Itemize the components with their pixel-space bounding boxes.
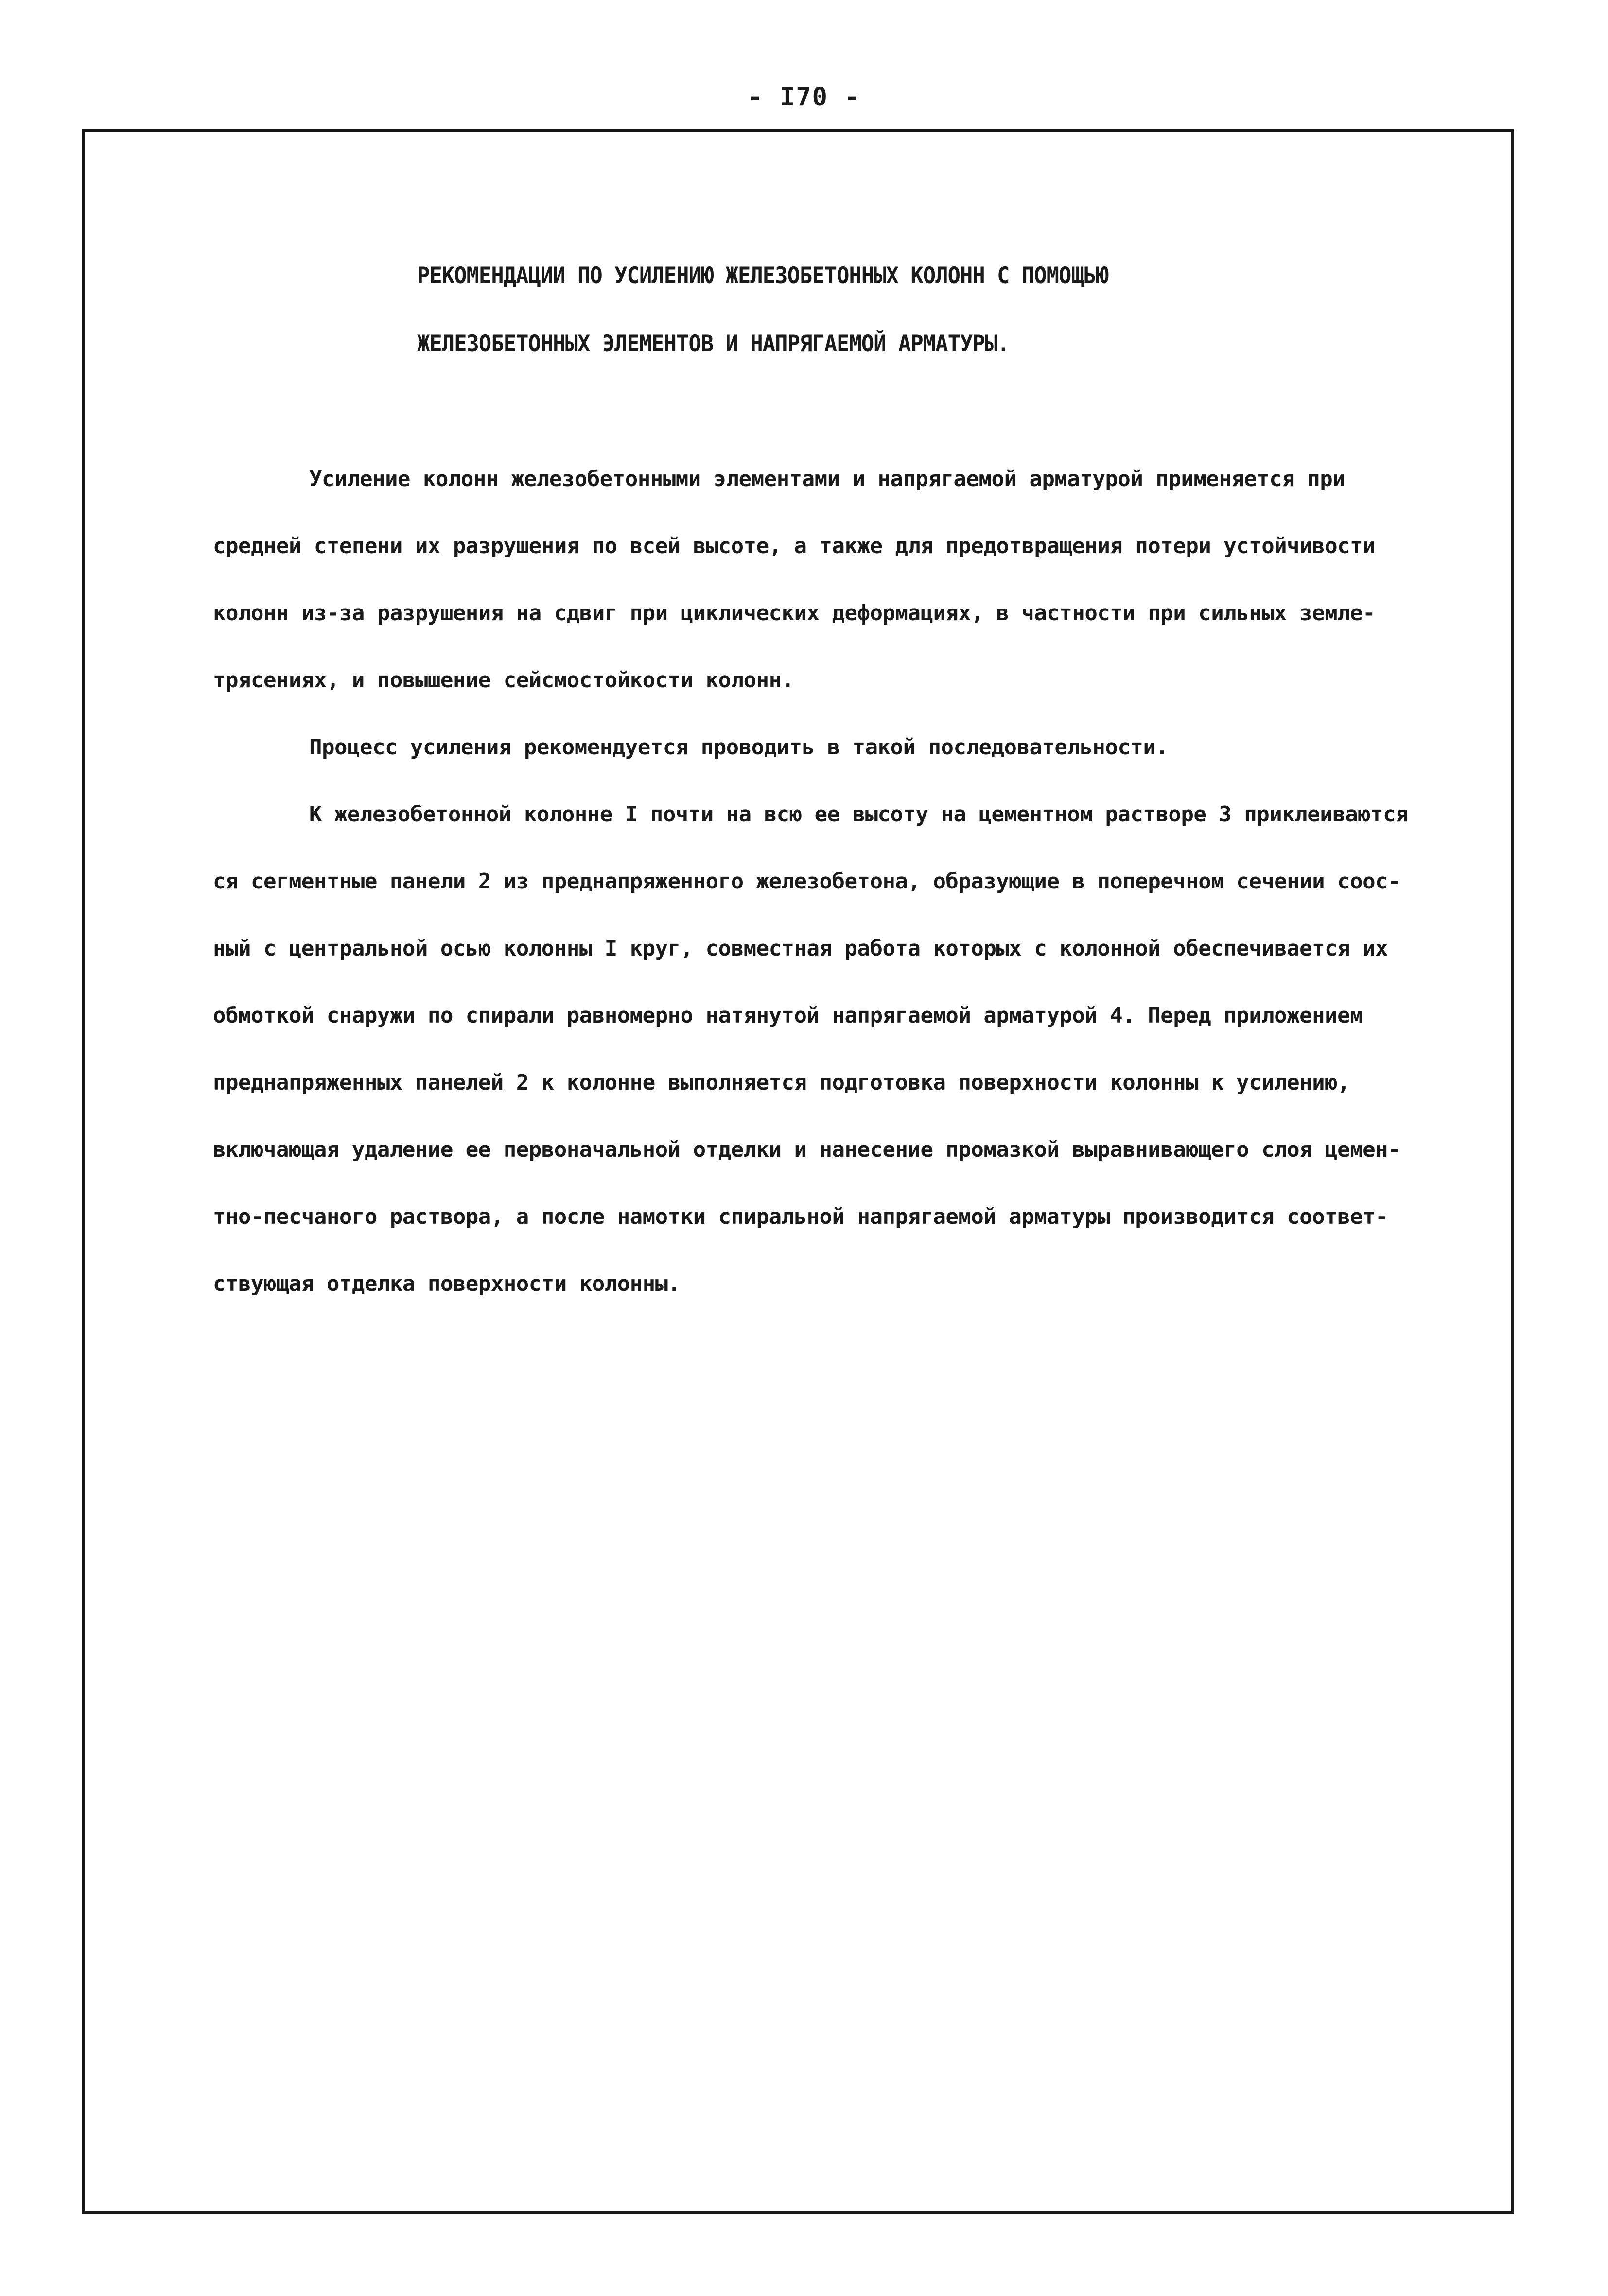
body-line: ся сегментные панели 2 из преднапряженного железобетона, образующие в поперечном сечении соос-	[213, 869, 1401, 894]
body-line: трясениях, и повышение сейсмостойкости колонн.	[213, 668, 794, 693]
body-line: Процесс усиления рекомендуется проводить в такой последовательности.	[309, 735, 1169, 760]
body-line: включающая удаление ее первоначальной отделки и нанесение промазкой выравнивающего слоя цемен-	[213, 1137, 1401, 1162]
body-line: тно-песчаного раствора, а после намотки спиральной напрягаемой арматуры производится соответ-	[213, 1204, 1388, 1229]
page-number: - I70 -	[747, 83, 861, 112]
body-line: ный с центральной осью колонны I круг, совместная работа которых с колонной обеспечивается их	[213, 936, 1388, 961]
body-line: ствующая отделка поверхности колонны.	[213, 1271, 681, 1296]
body-line: К железобетонной колонне I почти на всю ее высоту на цементном растворе 3 приклеиваются	[309, 802, 1409, 827]
heading-line-2: ЖЕЛЕЗОБЕТОННЫХ ЭЛЕМЕНТОВ И НАПРЯГАЕМОЙ АРМАТУРЫ.	[417, 330, 1010, 357]
body-line: колонн из-за разрушения на сдвиг при циклических деформациях, в частности при сильных земле-	[213, 601, 1376, 626]
body-line: Усиление колонн железобетонными элементами и напрягаемой арматурой применяется при	[309, 467, 1346, 491]
body-line: преднапряженных панелей 2 к колонне выполняется подготовка поверхности колонны к усилению,	[213, 1070, 1350, 1095]
body-line: обмоткой снаружи по спирали равномерно натянутой напрягаемой арматурой 4. Перед приложением	[213, 1003, 1363, 1028]
heading-line-1: РЕКОМЕНДАЦИИ ПО УСИЛЕНИЮ ЖЕЛЕЗОБЕТОННЫХ КОЛОНН С ПОМОЩЬЮ	[417, 262, 1108, 289]
page-frame	[82, 129, 1514, 2214]
body-line: средней степени их разрушения по всей высоте, а также для предотвращения потери устойчивости	[213, 534, 1376, 558]
